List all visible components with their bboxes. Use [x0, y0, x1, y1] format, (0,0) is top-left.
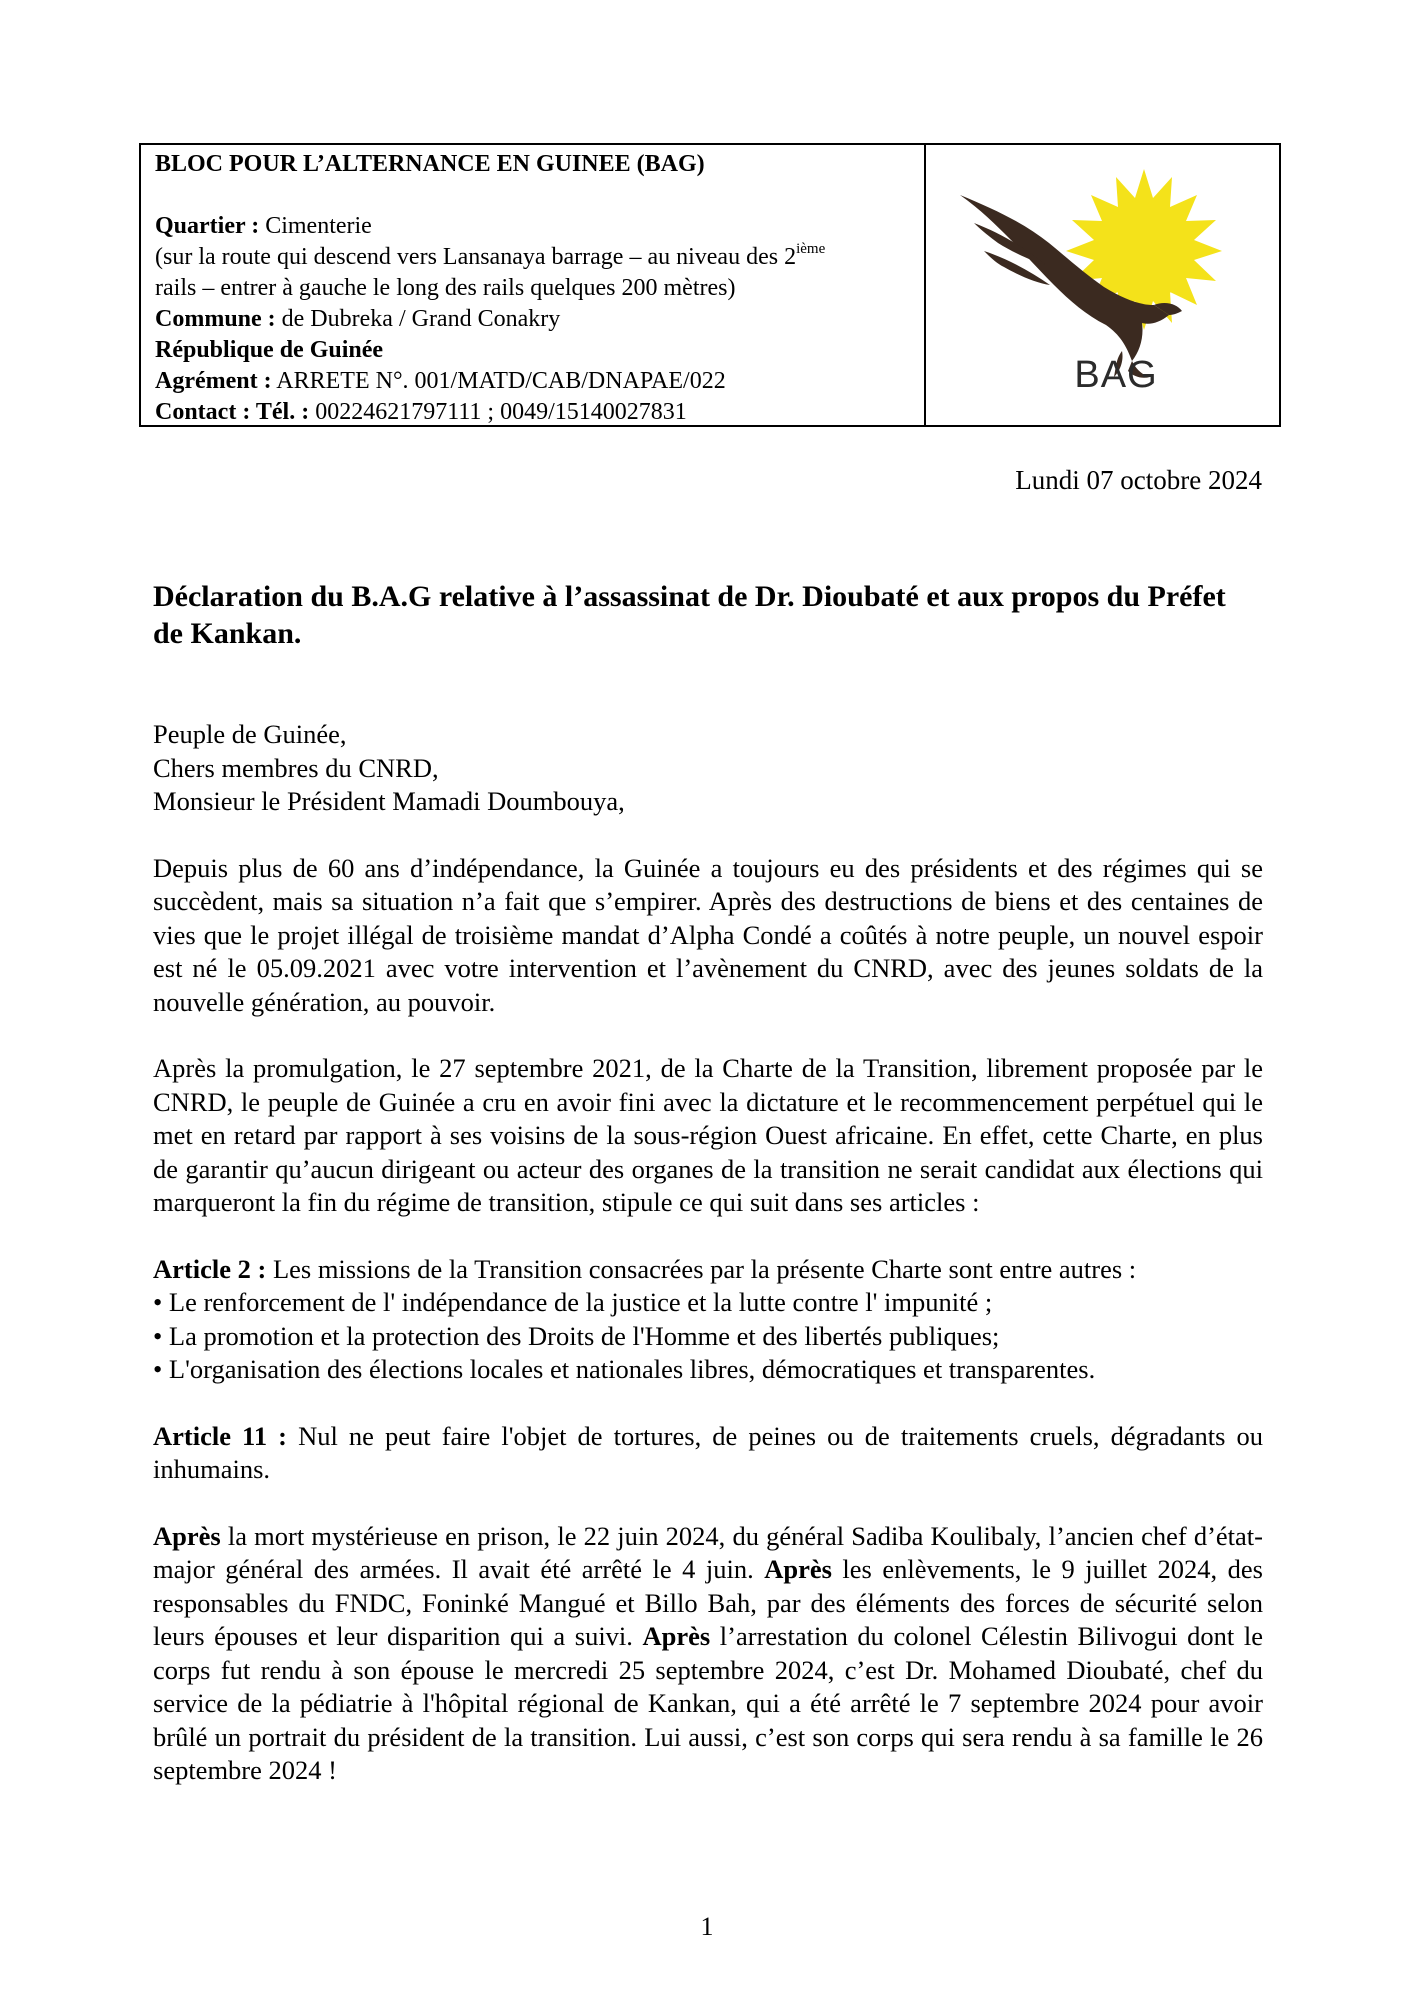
document-title: Déclaration du B.A.G relative à l’assassinat de Dr. Dioubaté et aux propos du Préfet de Kankan. — [153, 580, 1226, 650]
apres-3: Après — [642, 1621, 711, 1651]
paragraph-1: Depuis plus de 60 ans d’indépendance, la Guinée a toujours eu des présidents et des régimes qui se succèdent, mais sa situation n’a fait que s’empirer. Après des destructions de biens et des centaines de vies que le projet illégal de troisième mandat d’Alpha Condé a coûtés à notre peuple, un nouvel espoir est né le 05.09.2021 avec votre intervention et l’avènement du CNRD, avec des jeunes soldats de la nouvelle génération, au pouvoir. — [153, 852, 1263, 1017]
paragraph-3-text-2: les enlèvements, le 9 juillet 2024, des responsables du FNDC, Foninké Mangué et Billo Bah, par des éléments des forces de sécurité selon leurs épouses et leur disparition qui a suivi. — [153, 1554, 1263, 1651]
bag-logo — [954, 165, 1254, 405]
bullet-item: • Le renforcement de l' indépendance de la justice et la lutte contre l' impunité ; — [153, 1287, 993, 1317]
contact-line — [155, 397, 924, 428]
letterhead-box — [139, 143, 1281, 427]
commune-line — [155, 304, 924, 335]
agrement-label: Agrément : — [155, 368, 272, 394]
quartier-label: Quartier : — [155, 213, 260, 239]
route-line-2: rails – entrer à gauche le long des rails quelques 200 mètres) — [155, 275, 736, 301]
article-11 — [153, 1420, 1263, 1487]
salutation-line: Monsieur le Président Mamadi Doumbouya, — [153, 786, 625, 816]
salutation — [153, 718, 1263, 819]
route-sup: ième — [796, 241, 826, 257]
letterhead-info — [141, 145, 926, 425]
paragraph-3-text-3: l’arrestation du colonel Célestin Bilivogui dont le corps fut rendu à son épouse le mercredi 25 septembre 2024, c’est Dr. Mohamed Dioubaté, chef du service de la pédiatrie à l'hôpital régional de Kankan, qui a été arrêté le 7 septembre 2024 pour avoir brûlé un portrait du président de la transition. Lui aussi, c’est son corps qui sera rendu à sa famille le 26 septembre 2024 ! — [153, 1621, 1263, 1785]
salutation-line: Chers membres du CNRD, — [153, 752, 439, 783]
page-number: 1 — [700, 1912, 714, 1941]
republique-line — [155, 335, 924, 366]
route-text-1: (sur la route qui descend vers Lansanaya barrage – au niveau des 2 — [155, 244, 797, 270]
article-2-bullets — [153, 1286, 1263, 1387]
route-line-1 — [155, 242, 924, 273]
paragraph-3-text-1: la mort mystérieuse en prison, le 22 juin 2024, du général Sadiba Koulibaly, l’ancien chef d’état-major général des armées. Il avait été arrêté le 4 juin. — [153, 1520, 1263, 1584]
republique-text: République de Guinée — [155, 337, 384, 363]
quartier-value: Cimenterie — [259, 213, 372, 239]
article-11-text: Nul ne peut faire l'objet de tortures, de peines ou de traitements cruels, dégradants ou inhumains. — [153, 1420, 1263, 1484]
apres-2: Après — [764, 1554, 832, 1584]
paragraph-2: Après la promulgation, le 27 septembre 2021, de la Charte de la Transition, librement proposée par le CNRD, le peuple de Guinée a cru en avoir fini avec la dictature et le recommencement perpétuel qui le met en retard par rapport à ses voisins de la sous-région Ouest africaine. En effet, cette Charte, en plus de garantir qu’aucun dirigeant ou acteur des organes de la transition ne serait candidat aux élections qui marqueront la fin du régime de transition, stipule ce qui suit dans ses articles : — [153, 1053, 1263, 1217]
agrement-line — [155, 366, 924, 397]
logo-text: BAG — [1074, 354, 1158, 396]
agrement-value: ARRETE N°. 001/MATD/CAB/DNAPAE/022 — [271, 368, 726, 394]
bullet-item: • L'organisation des élections locales et nationales libres, démocratiques et transparentes. — [153, 1354, 1096, 1384]
bullet-item: • La promotion et la protection des Droits de l'Homme et des libertés publiques; — [153, 1320, 1000, 1351]
logo-cell — [926, 145, 1279, 425]
article-11-label: Article 11 : — [153, 1420, 287, 1451]
apres-1: Après — [153, 1520, 221, 1551]
quartier-line — [155, 211, 924, 242]
document-date: Lundi 07 octobre 2024 — [1015, 465, 1262, 495]
article-2 — [153, 1253, 1263, 1287]
document-body — [153, 718, 1263, 1821]
salutation-line: Peuple de Guinée, — [153, 719, 347, 749]
article-2-text: Les missions de la Transition consacrées par la présente Charte sont entre autres : — [266, 1253, 1137, 1284]
paragraph-3 — [153, 1520, 1263, 1788]
contact-value: 00224621797111 ; 0049/15140027831 — [309, 399, 687, 425]
commune-label: Commune : — [155, 306, 276, 332]
org-name: BLOC POUR L’ALTERNANCE EN GUINEE (BAG) — [155, 151, 705, 177]
commune-value: de Dubreka / Grand Conakry — [275, 306, 561, 332]
contact-label: Contact : Tél. : — [155, 399, 310, 425]
article-2-label: Article 2 : — [153, 1253, 267, 1284]
